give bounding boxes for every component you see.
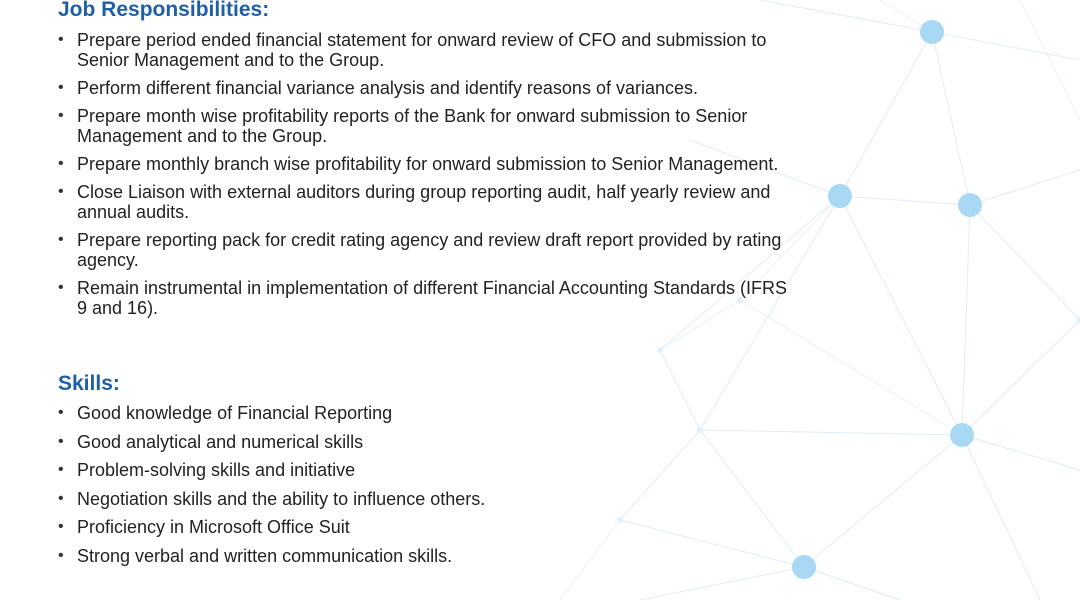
network-node <box>828 184 852 208</box>
list-item-text: Good knowledge of Financial Reporting <box>77 403 393 423</box>
skills-list <box>58 403 798 575</box>
bullet-icon: • <box>58 518 64 536</box>
bullet-icon: • <box>58 107 64 124</box>
list-item <box>58 154 798 174</box>
bullet-icon: • <box>58 155 64 172</box>
bullet-icon: • <box>58 279 64 296</box>
bullet-icon: • <box>58 404 64 421</box>
list-item-text: Remain instrumental in implementation of different Financial Accounting Standards (IFRS 9 and 16). <box>77 278 788 318</box>
list-item <box>58 403 798 432</box>
list-item <box>58 182 798 222</box>
job-responsibilities-list <box>58 30 798 326</box>
network-node <box>958 193 982 217</box>
bullet-icon: • <box>58 432 64 450</box>
list-item <box>58 432 798 461</box>
list-item <box>58 78 798 98</box>
list-item <box>58 30 798 70</box>
list-item-text: Prepare period ended financial statement for onward review of CFO and submission to Senior Management and to the Group. <box>77 30 767 70</box>
list-item-text: Good analytical and numerical skills <box>77 431 364 452</box>
list-item-text: Strong verbal and written communication skills. <box>77 545 453 566</box>
bullet-icon: • <box>58 231 64 248</box>
list-item <box>58 230 798 270</box>
list-item-text: Negotiation skills and the ability to influence others. <box>77 488 486 509</box>
network-node <box>950 423 974 447</box>
list-item <box>58 278 798 318</box>
bullet-icon: • <box>58 31 64 48</box>
list-item <box>58 546 798 575</box>
network-node <box>920 20 944 44</box>
bullet-icon: • <box>58 546 64 564</box>
list-item <box>58 517 798 546</box>
list-item-text: Perform different financial variance analysis and identify reasons of variances. <box>77 78 698 98</box>
list-item-text: Prepare reporting pack for credit rating agency and review draft report provided by rating agency. <box>77 230 782 270</box>
bullet-icon: • <box>58 461 64 479</box>
job-responsibilities-heading: Job Responsibilities: <box>58 0 270 21</box>
bullet-icon: • <box>58 183 64 200</box>
skills-heading: Skills: <box>58 372 120 395</box>
list-item-text: Prepare month wise profitability reports of the Bank for onward submission to Senior Management and to the Group. <box>77 106 748 146</box>
list-item-text: Close Liaison with external auditors during group reporting audit, half yearly review and annual audits. <box>77 182 771 222</box>
list-item-text: Problem-solving skills and initiative <box>77 460 356 481</box>
bullet-icon: • <box>58 489 64 507</box>
list-item <box>58 460 798 489</box>
list-item-text: Prepare monthly branch wise profitability for onward submission to Senior Management. <box>77 154 779 174</box>
bullet-icon: • <box>58 79 64 96</box>
list-item <box>58 489 798 518</box>
list-item <box>58 106 798 146</box>
list-item-text: Proficiency in Microsoft Office Suit <box>77 517 350 538</box>
